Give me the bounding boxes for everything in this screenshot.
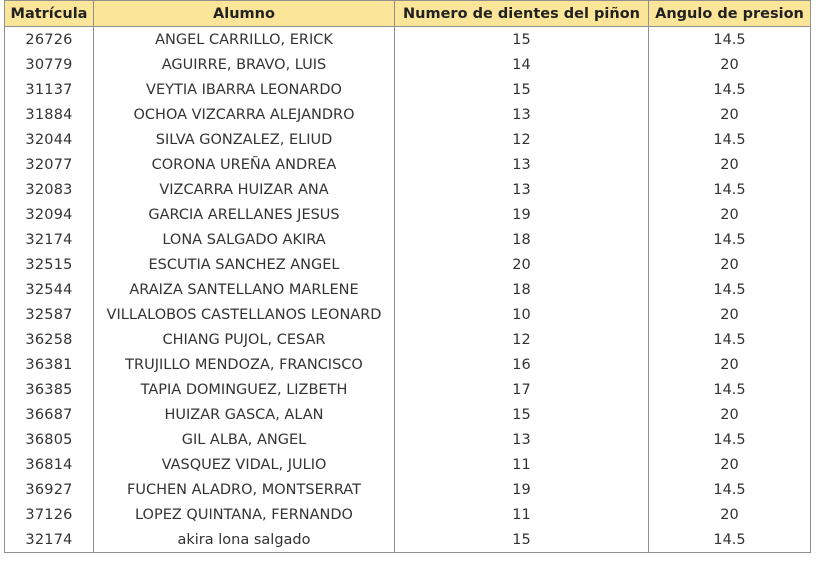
cell-alumno: HUIZAR GASCA, ALAN — [94, 402, 395, 427]
table-row — [5, 427, 811, 452]
cell-angulo-presion: 14.5 — [649, 127, 811, 152]
cell-matricula: 37126 — [5, 502, 94, 527]
cell-alumno: GARCIA ARELLANES JESUS — [94, 202, 395, 227]
header-matricula: Matrícula — [5, 1, 94, 27]
cell-numero-dientes: 19 — [395, 477, 649, 502]
cell-alumno: AGUIRRE, BRAVO, LUIS — [94, 52, 395, 77]
cell-angulo-presion: 20 — [649, 102, 811, 127]
cell-matricula: 31137 — [5, 77, 94, 102]
cell-alumno: OCHOA VIZCARRA ALEJANDRO — [94, 102, 395, 127]
students-table — [4, 0, 811, 553]
table-row — [5, 327, 811, 352]
cell-numero-dientes: 12 — [395, 127, 649, 152]
cell-angulo-presion: 14.5 — [649, 327, 811, 352]
cell-numero-dientes: 13 — [395, 177, 649, 202]
cell-numero-dientes: 15 — [395, 527, 649, 553]
cell-alumno: FUCHEN ALADRO, MONTSERRAT — [94, 477, 395, 502]
cell-matricula: 32544 — [5, 277, 94, 302]
cell-angulo-presion: 20 — [649, 202, 811, 227]
cell-numero-dientes: 15 — [395, 77, 649, 102]
cell-numero-dientes: 19 — [395, 202, 649, 227]
cell-angulo-presion: 14.5 — [649, 27, 811, 53]
table-row — [5, 102, 811, 127]
cell-matricula: 32515 — [5, 252, 94, 277]
table-header-row — [5, 1, 811, 27]
cell-matricula: 36687 — [5, 402, 94, 427]
table-row — [5, 252, 811, 277]
cell-angulo-presion: 14.5 — [649, 77, 811, 102]
table-row — [5, 527, 811, 553]
cell-alumno: LOPEZ QUINTANA, FERNANDO — [94, 502, 395, 527]
cell-alumno: GIL ALBA, ANGEL — [94, 427, 395, 452]
cell-alumno: TRUJILLO MENDOZA, FRANCISCO — [94, 352, 395, 377]
cell-matricula: 30779 — [5, 52, 94, 77]
header-alumno: Alumno — [94, 1, 395, 27]
table-row — [5, 277, 811, 302]
cell-matricula: 32094 — [5, 202, 94, 227]
cell-numero-dientes: 11 — [395, 502, 649, 527]
cell-alumno: ARAIZA SANTELLANO MARLENE — [94, 277, 395, 302]
cell-numero-dientes: 17 — [395, 377, 649, 402]
cell-angulo-presion: 20 — [649, 152, 811, 177]
cell-matricula: 32174 — [5, 227, 94, 252]
cell-numero-dientes: 18 — [395, 277, 649, 302]
table-row — [5, 452, 811, 477]
cell-angulo-presion: 14.5 — [649, 477, 811, 502]
cell-matricula: 36381 — [5, 352, 94, 377]
cell-matricula: 36927 — [5, 477, 94, 502]
cell-matricula: 36805 — [5, 427, 94, 452]
cell-alumno: ANGEL CARRILLO, ERICK — [94, 27, 395, 53]
cell-numero-dientes: 13 — [395, 427, 649, 452]
cell-angulo-presion: 20 — [649, 502, 811, 527]
table-row — [5, 52, 811, 77]
cell-alumno: SILVA GONZALEZ, ELIUD — [94, 127, 395, 152]
header-numero-dientes: Numero de dientes del piñon — [395, 1, 649, 27]
cell-matricula: 36385 — [5, 377, 94, 402]
table-row — [5, 302, 811, 327]
cell-alumno: CORONA UREÑA ANDREA — [94, 152, 395, 177]
table-row — [5, 152, 811, 177]
cell-numero-dientes: 12 — [395, 327, 649, 352]
cell-alumno: VEYTIA IBARRA LEONARDO — [94, 77, 395, 102]
table-row — [5, 27, 811, 53]
header-angulo-presion: Angulo de presion — [649, 1, 811, 27]
table-row — [5, 177, 811, 202]
table-row — [5, 227, 811, 252]
students-table-container — [4, 0, 811, 553]
cell-angulo-presion: 14.5 — [649, 377, 811, 402]
table-row — [5, 377, 811, 402]
table-row — [5, 77, 811, 102]
cell-numero-dientes: 15 — [395, 27, 649, 53]
cell-matricula: 26726 — [5, 27, 94, 53]
table-row — [5, 402, 811, 427]
cell-numero-dientes: 11 — [395, 452, 649, 477]
cell-numero-dientes: 15 — [395, 402, 649, 427]
cell-angulo-presion: 20 — [649, 402, 811, 427]
cell-alumno: TAPIA DOMINGUEZ, LIZBETH — [94, 377, 395, 402]
cell-angulo-presion: 20 — [649, 302, 811, 327]
cell-numero-dientes: 13 — [395, 152, 649, 177]
cell-angulo-presion: 20 — [649, 52, 811, 77]
cell-numero-dientes: 13 — [395, 102, 649, 127]
cell-matricula: 36258 — [5, 327, 94, 352]
cell-angulo-presion: 20 — [649, 252, 811, 277]
table-row — [5, 202, 811, 227]
cell-numero-dientes: 10 — [395, 302, 649, 327]
cell-numero-dientes: 16 — [395, 352, 649, 377]
cell-angulo-presion: 20 — [649, 452, 811, 477]
cell-alumno: VASQUEZ VIDAL, JULIO — [94, 452, 395, 477]
cell-angulo-presion: 20 — [649, 352, 811, 377]
cell-numero-dientes: 14 — [395, 52, 649, 77]
cell-matricula: 31884 — [5, 102, 94, 127]
cell-alumno: akira lona salgado — [94, 527, 395, 553]
cell-matricula: 32587 — [5, 302, 94, 327]
table-body — [5, 27, 811, 553]
table-row — [5, 352, 811, 377]
cell-angulo-presion: 14.5 — [649, 227, 811, 252]
cell-alumno: VILLALOBOS CASTELLANOS LEONARD — [94, 302, 395, 327]
cell-matricula: 32083 — [5, 177, 94, 202]
cell-alumno: CHIANG PUJOL, CESAR — [94, 327, 395, 352]
table-row — [5, 502, 811, 527]
cell-angulo-presion: 14.5 — [649, 177, 811, 202]
cell-matricula: 32077 — [5, 152, 94, 177]
cell-matricula: 36814 — [5, 452, 94, 477]
cell-alumno: ESCUTIA SANCHEZ ANGEL — [94, 252, 395, 277]
cell-numero-dientes: 20 — [395, 252, 649, 277]
cell-matricula: 32174 — [5, 527, 94, 553]
cell-alumno: VIZCARRA HUIZAR ANA — [94, 177, 395, 202]
cell-numero-dientes: 18 — [395, 227, 649, 252]
cell-angulo-presion: 14.5 — [649, 427, 811, 452]
cell-angulo-presion: 14.5 — [649, 527, 811, 553]
cell-matricula: 32044 — [5, 127, 94, 152]
table-row — [5, 477, 811, 502]
cell-angulo-presion: 14.5 — [649, 277, 811, 302]
cell-alumno: LONA SALGADO AKIRA — [94, 227, 395, 252]
table-row — [5, 127, 811, 152]
